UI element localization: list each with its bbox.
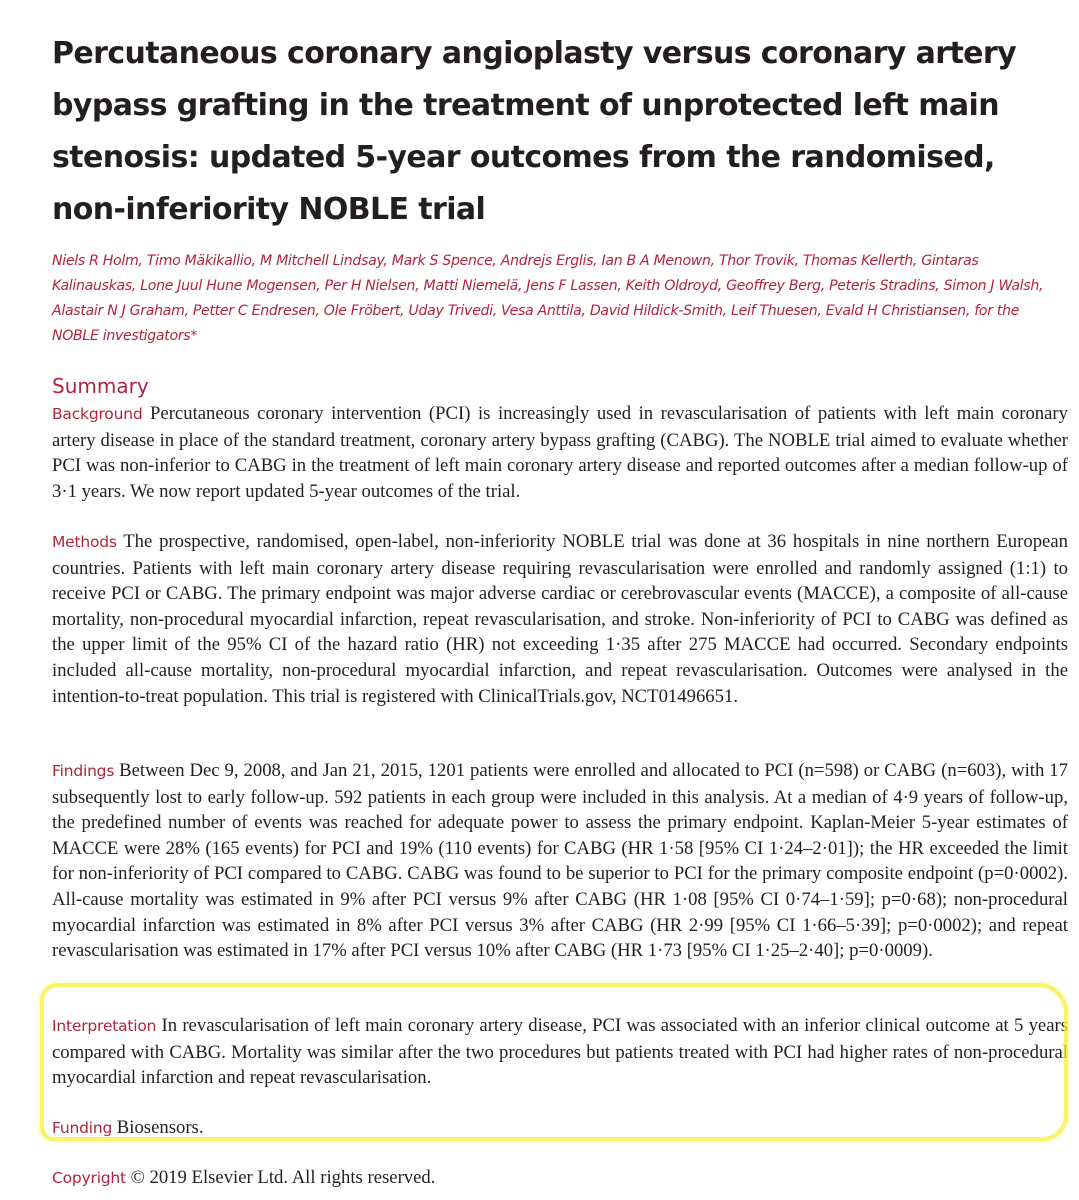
funding-text: Biosensors. [116,1117,204,1138]
methods-section [52,529,1068,709]
interpretation-label: Interpretation [52,1017,157,1035]
copyright-label: Copyright [52,1169,126,1187]
interpretation-section [52,1013,1068,1091]
funding-section [52,1115,1068,1142]
copyright-section [52,1165,1068,1192]
findings-text: Between Dec 9, 2008, and Jan 21, 2015, 1201 patients were enrolled and allocated to PCI (n=598) or CABG (n=603), with 17 subsequently lost to early follow-up. 592 patients in each group were included in this analysis. At a median of 4·9 years of follow-up, the predefined number of events was reached for adequate power to assess the primary endpoint. Kaplan-Meier 5-year estimates of MACCE were 28% (165 events) for PCI and 19% (110 events) for CABG (HR 1·58 [95% CI 1·24–2·01]); the HR exceeded the limit for non-inferiority of PCI compared to CABG. CABG was found to be superior to PCI for the primary composite endpoint (p=0·0002). All-cause mortality was estimated in 9% after PCI versus 9% after CABG (HR 1·08 [95% CI 0·74–1·59]; p=0·68); non-procedural myocardial infarction was estimated in 8% after PCI versus 3% after CABG (HR 2·99 [95% CI 1·66–5·39]; p=0·0002); and repeat revascularisation was estimated in 17% after PCI versus 10% after CABG (HR 1·73 [95% CI 1·25–2·40]; p=0·0009). [52,760,1068,962]
summary-heading: Summary [52,374,149,398]
article-title: Percutaneous coronary angioplasty versus coronary artery bypass grafting in the treatment of unprotected left main stenosis: updated 5-year outcomes from the randomised, non-inferiority NOBLE trial [52,36,1017,227]
background-text: Percutaneous coronary intervention (PCI) is increasingly used in revascularisation of patients with left main coronary artery disease in place of the standard treatment, coronary artery bypass grafting (CABG). The NOBLE trial aimed to evaluate whether PCI was non-inferior to CABG in the treatment of left main coronary artery disease and reported outcomes after a median follow-up of 3·1 years. We now report updated 5-year outcomes of the trial. [52,403,1069,502]
findings-section [52,758,1068,964]
funding-label: Funding [52,1119,113,1137]
methods-label: Methods [52,533,117,551]
background-section [52,401,1068,504]
copyright-text: © 2019 Elsevier Ltd. All rights reserved. [130,1167,436,1188]
author-list: Niels R Holm, Timo Mäkikallio, M Mitchell Lindsay, Mark S Spence, Andrejs Erglis, Ian B A Menown, Thor Trovik, Thomas Kellerth, Gintaras Kalinauskas, Lone Juul Hune Mogensen, Per H Nielsen, Matti Niemelä, Jens F Lassen, Keith Oldroyd, Geoffrey Berg, Peteris Stradins, Simon J Walsh, Alastair N J Graham, Petter C Endresen, Ole Fröbert, Uday Trivedi, Vesa Anttila, David Hildick-Smith, Leif Thuesen, Evald H Christiansen, for the NOBLE investigators* [52,253,1044,344]
background-label: Background [52,405,143,423]
interpretation-text: In revascularisation of left main coronary artery disease, PCI was associated with an inferior clinical outcome at 5 years compared with CABG. Mortality was similar after the two procedures but patients treated with PCI had higher rates of non-procedural myocardial infarction and repeat revascularisation. [52,1015,1068,1089]
methods-text: The prospective, randomised, open-label, non-inferiority NOBLE trial was done at 36 hospitals in nine northern European countries. Patients with left main coronary artery disease requiring revascularisation were enrolled and randomly assigned (1:1) to receive PCI or CABG. The primary endpoint was major adverse cardiac or cerebrovascular events (MACCE), a composite of all-cause mortality, non-procedural myocardial infarction, repeat revascularisation, and stroke. Non-inferiority of PCI to CABG was defined as the upper limit of the 95% CI of the hazard ratio (HR) not exceeding 1·35 after 275 MACCE had occurred. Secondary endpoints included all-cause mortality, non-procedural myocardial infarction, and repeat revascularisation. Outcomes were analysed in the intention-to-treat population. This trial is registered with ClinicalTrials.gov, NCT01496651. [52,531,1068,707]
findings-label: Findings [52,762,115,780]
